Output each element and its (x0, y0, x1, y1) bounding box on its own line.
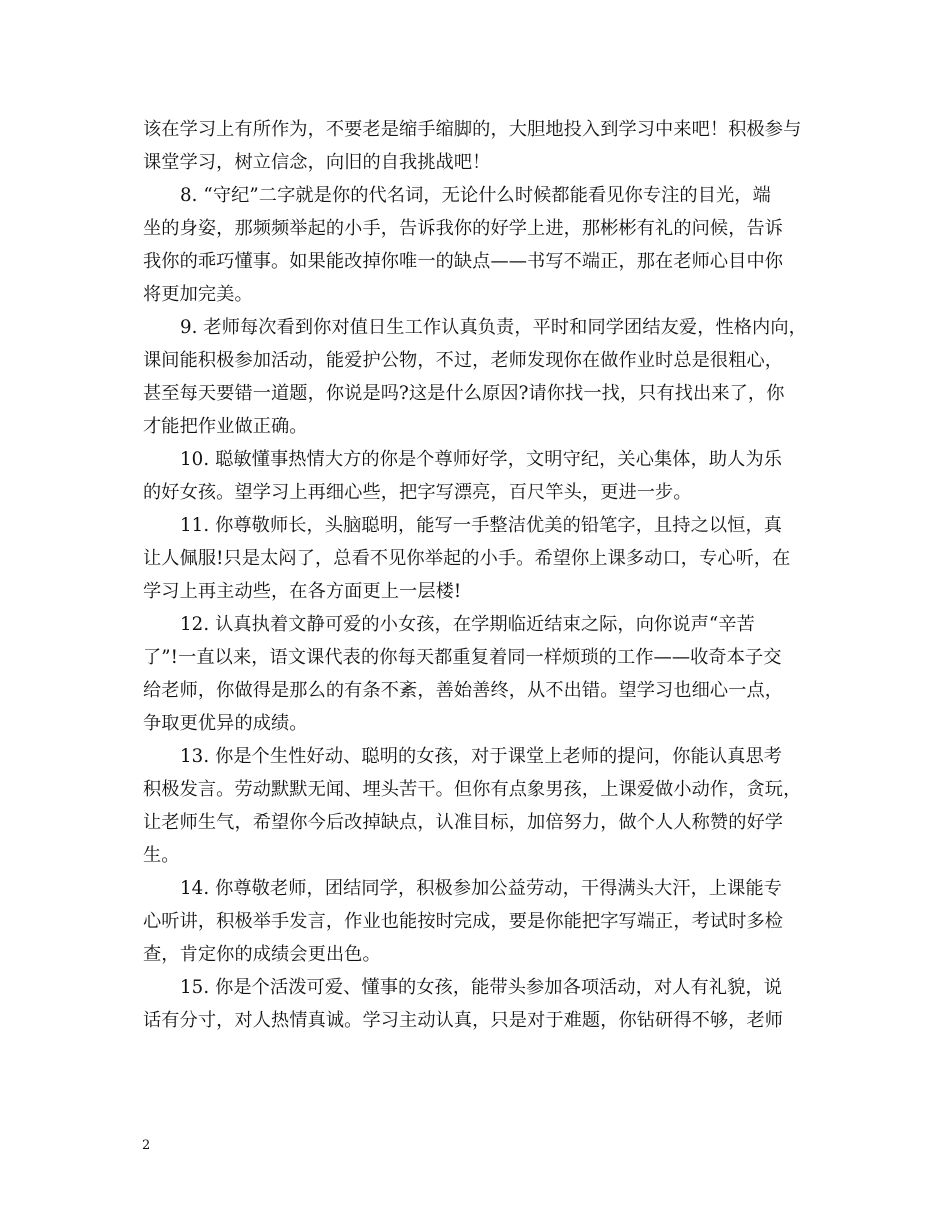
document-body (143, 113, 823, 1037)
paragraph-line: 我你的乖巧懂事。如果能改掉你唯一的缺点——书写不端正，那在老师心目中你 (143, 251, 784, 272)
paragraph-line: 了”!一直以来，语文课代表的你每天都重复着同一样烦琐的工作——收奇本子交 (143, 647, 782, 668)
paragraph-line: 11. 你尊敬师长，头脑聪明，能写一手整洁优美的铅笔字，且持之以恒，真 (180, 515, 783, 536)
paragraph-line: 13. 你是个生性好动、聪明的女孩，对于课堂上老师的提问，你能认真思考 (180, 746, 783, 767)
paragraph-line: 甚至每天要错一道题，你说是吗?这是什么原因?请你找一找，只有找出来了，你 (143, 383, 785, 404)
paragraph-line: 课间能积极参加活动，能爱护公物，不过，老师发现你在做作业时总是很粗心， (143, 350, 784, 371)
paragraph-line: 查，肯定你的成绩会更出色。 (143, 944, 381, 965)
paragraph-line: 给老师，你做得是那么的有条不紊，善始善终，从不出错。望学习也细心一点， (143, 680, 784, 701)
paragraph-line: 学习上再主动些，在各方面更上一层楼! (143, 581, 462, 602)
paragraph-line: 课堂学习，树立信念，向旧的自我挑战吧！ (143, 152, 491, 173)
paragraph-line: 争取更优异的成绩。 (143, 713, 308, 734)
paragraph-line: 14. 你尊敬老师，团结同学，积极参加公益劳动，干得满头大汗，上课能专 (180, 878, 783, 899)
paragraph-line: 15. 你是个活泼可爱、懂事的女孩，能带头参加各项活动，对人有礼貌，说 (180, 977, 783, 998)
paragraph-line: 8. “守纪”二字就是你的代名词，无论什么时候都能看见你专注的目光，端 (180, 185, 771, 206)
page-number: 2 (142, 1138, 151, 1153)
paragraph-line: 才能把作业做正确。 (143, 416, 308, 437)
paragraph-line: 心听讲，积极举手发言，作业也能按时完成，要是你能把字写端正，考试时多检 (143, 911, 784, 932)
paragraph-line: 让人佩服!只是太闷了，总看不见你举起的小手。希望你上课多动口，专心听，在 (143, 548, 791, 569)
paragraph-line: 9. 老师每次看到你对值日生工作认真负责，平时和同学团结友爱，性格内向， (180, 317, 807, 338)
paragraph-line: 坐的身姿，那频频举起的小手，告诉我你的好学上进，那彬彬有礼的问候，告诉 (143, 218, 784, 239)
paragraph-line: 将更加完美。 (143, 284, 253, 305)
paragraph-line: 积极发言。劳动默默无闻、埋头苦干。但你有点象男孩，上课爱做小动作，贪玩， (143, 779, 802, 800)
paragraph-line: 让老师生气，希望你今后改掉缺点，认准目标，加倍努力，做个人人称赞的好学 (143, 812, 784, 833)
paragraph-line: 生。 (143, 845, 180, 866)
paragraph-line: 12. 认真执着文静可爱的小女孩，在学期临近结束之际，向你说声“辛苦 (180, 614, 755, 635)
paragraph-line: 该在学习上有所作为，不要老是缩手缩脚的，大胆地投入到学习中来吧！积极参与 (143, 119, 802, 140)
paragraph-line: 的好女孩。望学习上再细心些，把字写漂亮，百尺竿头，更进一步。 (143, 482, 692, 503)
paragraph-line: 话有分寸，对人热情真诚。学习主动认真，只是对于难题，你钻研得不够，老师 (143, 1010, 784, 1031)
paragraph-line: 10. 聪敏懂事热情大方的你是个尊师好学，文明守纪，关心集体，助人为乐 (180, 449, 783, 470)
